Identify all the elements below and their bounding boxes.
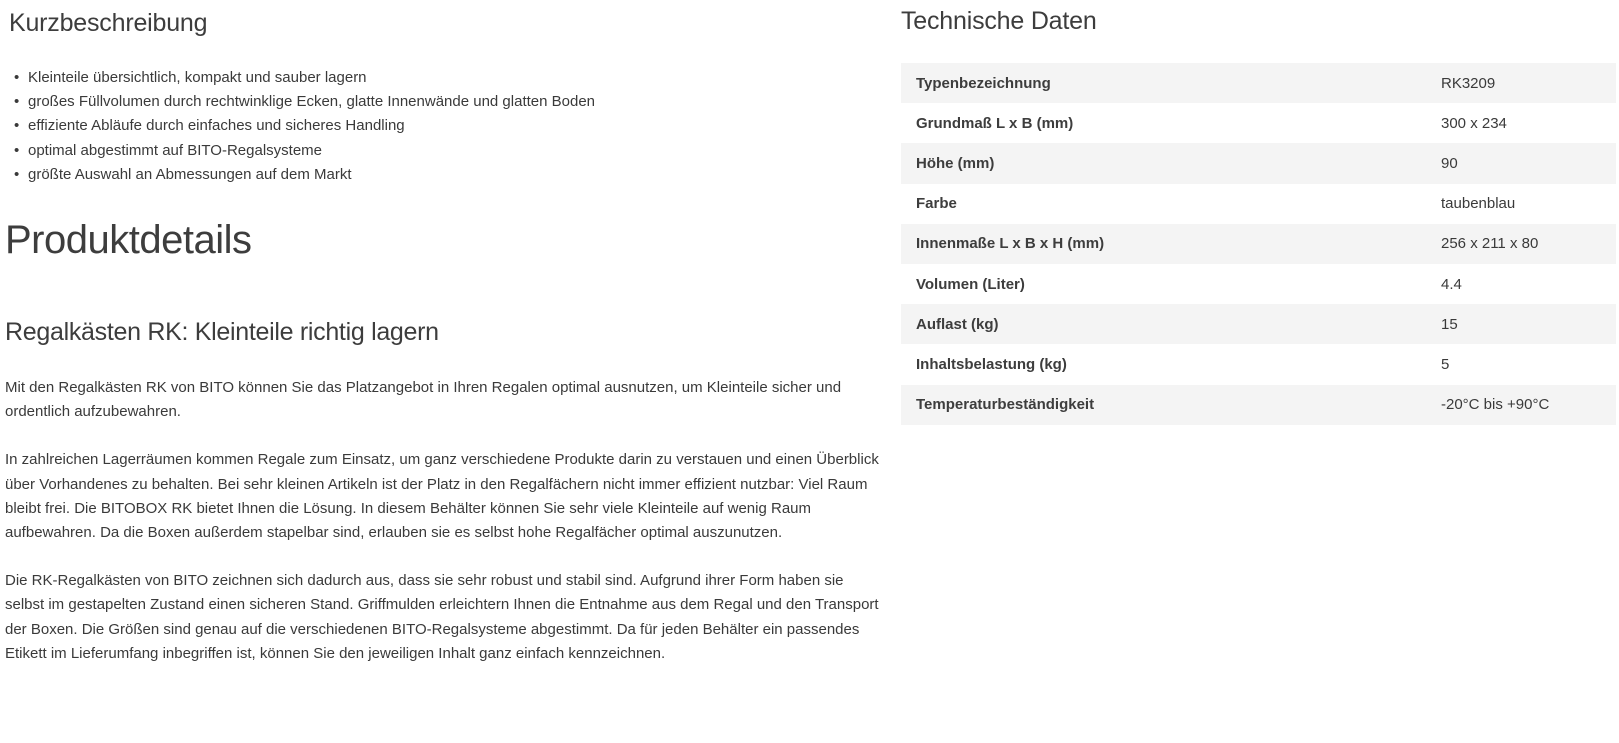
list-item-text: effiziente Abläufe durch einfaches und sicheres Handling [28, 117, 405, 135]
feature-list [9, 66, 869, 187]
spec-value: 5 [1441, 355, 1450, 373]
spec-value: 4.4 [1441, 275, 1462, 293]
list-item [9, 163, 869, 187]
table-row [901, 143, 1616, 183]
bullet-icon: • [14, 165, 20, 183]
spec-value: 300 x 234 [1441, 114, 1507, 132]
spec-value: RK3209 [1426, 63, 1616, 103]
list-item-text: optimal abgestimmt auf BITO-Regalsysteme [28, 141, 323, 159]
spec-label: Farbe [916, 195, 957, 213]
bullet-icon: • [14, 69, 20, 86]
table-row [901, 304, 1616, 344]
spec-label: Inhaltsbelastung (kg) [916, 355, 1067, 373]
table-row [901, 264, 1616, 304]
technical-data-table [901, 63, 1616, 425]
spec-value: -20°C bis +90°C [1426, 385, 1616, 425]
spec-value: taubenblau [1441, 195, 1516, 213]
list-item [9, 90, 869, 114]
paragraph: Mit den Regalkästen RK von BITO können Sie das Platzangebot in Ihren Regalen optimal ausnutzen, um Kleinteile sicher und ordentlich aufzubewahren. [5, 379, 842, 421]
spec-value: 256 x 211 x 80 [1426, 224, 1616, 264]
kurzbeschreibung-title: Kurzbeschreibung [9, 9, 208, 37]
technische-daten-title: Technische Daten [901, 7, 1097, 35]
spec-label: Volumen (Liter) [916, 275, 1025, 293]
spec-value: 15 [1426, 304, 1616, 344]
bullet-icon: • [14, 93, 20, 111]
spec-label: Grundmaß L x B (mm) [916, 114, 1074, 132]
table-row [901, 103, 1616, 143]
bullet-icon: • [14, 141, 20, 159]
table-row [901, 184, 1616, 224]
list-item [9, 66, 869, 90]
list-item [9, 114, 869, 138]
table-row [901, 385, 1616, 425]
produktdetails-subtitle: Regalkästen RK: Kleinteile richtig lagern [5, 318, 439, 346]
spec-label: Höhe (mm) [901, 143, 1426, 183]
list-item-text: großes Füllvolumen durch rechtwinklige Ecken, glatte Innenwände und glatten Boden [28, 93, 596, 111]
list-item-text: größte Auswahl an Abmessungen auf dem Markt [28, 165, 352, 183]
produktdetails-title: Produktdetails [5, 218, 252, 262]
bullet-icon: • [14, 117, 20, 135]
spec-label: Innenmaße L x B x H (mm) [901, 224, 1426, 264]
paragraph: Die RK-Regalkästen von BITO zeichnen sich dadurch aus, dass sie sehr robust und stabil sind. Aufgrund ihrer Form haben sie selbst im gestapelten Zustand einen sicheren Stand. Griffmulden erleichtern Ihnen die Entnahme aus dem Regal und den Transport der Boxen. Die Größen sind genau auf die verschiedenen BITO-Regalsysteme abgestimmt. Da für jeden Behälter ein passendes Etikett im Lieferumfang inbegriffen ist, können Sie den jeweiligen Inhalt ganz einfach kennzeichnen. [5, 572, 879, 662]
table-row [901, 63, 1616, 103]
spec-value: 90 [1426, 143, 1616, 183]
spec-label: Typenbezeichnung [901, 63, 1426, 103]
list-item [9, 139, 869, 163]
spec-label: Auflast (kg) [901, 304, 1426, 344]
spec-label: Temperaturbeständigkeit [901, 385, 1426, 425]
table-row [901, 224, 1616, 264]
list-item-text: Kleinteile übersichtlich, kompakt und sauber lagern [28, 69, 367, 86]
produktdetails-body [5, 376, 885, 690]
paragraph: In zahlreichen Lagerräumen kommen Regale zum Einsatz, um ganz verschiedene Produkte darin zu verstauen und einen Überblick über Vorhandenes zu behalten. Bei sehr kleinen Artikeln ist der Platz in den Regalfächern nicht immer effizient nutzbar: Viel Raum bleibt frei. Die BITOBOX RK bietet Ihnen die Lösung. In diesem Behälter können Sie sehr viele Kleinteile auf wenig Raum aufbewahren. Da die Boxen außerdem stapelbar sind, erlauben sie es selbst hohe Regalfächer optimal auszunutzen. [5, 451, 879, 542]
table-row [901, 344, 1616, 384]
